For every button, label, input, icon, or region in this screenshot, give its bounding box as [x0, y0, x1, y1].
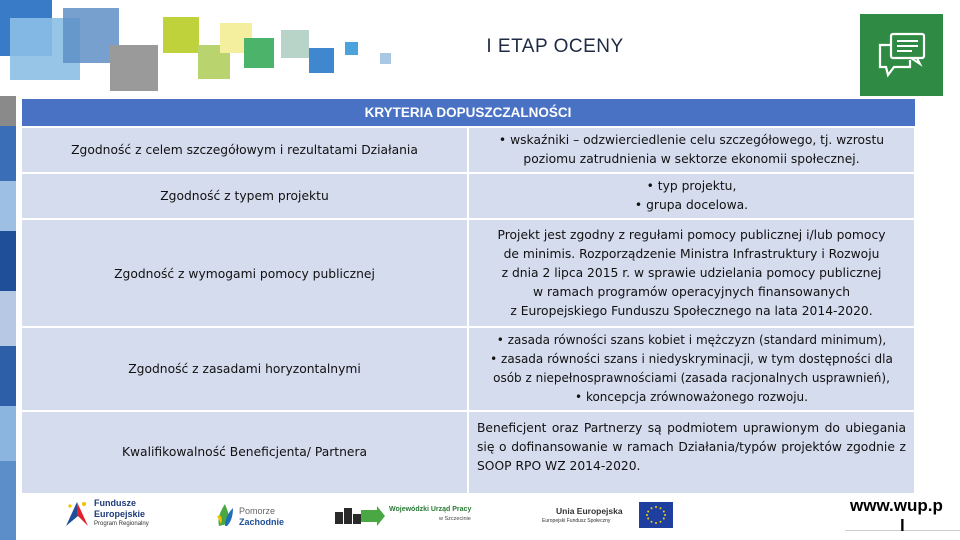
- description-line: • grupa docelowa.: [634, 198, 749, 212]
- chat-icon-box[interactable]: [860, 14, 943, 96]
- logo-fundusze-europejskie: [64, 496, 169, 532]
- logo-text: Fundusze: [94, 498, 136, 508]
- description-cell: • wskaźniki – odzwierciedlenie celu szczegółowego, tj. wzrostu poziomu zatrudnienia w sektorze ekonomii społecznej.: [468, 127, 915, 173]
- website-url[interactable]: [845, 496, 960, 535]
- logo-text: Program Regionalny: [94, 521, 149, 527]
- deco-square: [345, 42, 358, 55]
- description-line: • koncepcja zrównoważonego rozwoju.: [575, 390, 808, 404]
- criterion-cell: Zgodność z celem szczegółowym i rezultatami Działania: [21, 127, 468, 173]
- eu-flag-icon: [639, 502, 673, 528]
- description-line: z Europejskiego Funduszu Społecznego na lata 2014-2020.: [510, 303, 873, 318]
- criteria-table: [20, 98, 916, 495]
- logo-pomorze-zachodnie: [215, 500, 285, 532]
- table-row: [21, 327, 915, 411]
- logo-text: Pomorze: [239, 506, 276, 516]
- deco-square: [163, 17, 199, 53]
- deco-square: [110, 45, 158, 91]
- logo-text: Unia Europejska: [556, 506, 623, 516]
- criterion-cell: Kwalifikowalność Beneficjenta/ Partnera: [21, 411, 468, 494]
- logo-wup: [333, 500, 483, 532]
- criterion-cell: Zgodność z zasadami horyzontalnymi: [21, 327, 468, 411]
- criterion-cell: Zgodność z wymogami pomocy publicznej: [21, 219, 468, 327]
- table-heading: KRYTERIA DOPUSZCZALNOŚCI: [21, 99, 915, 128]
- description-line: • typ projektu,: [646, 179, 737, 193]
- fe-logo-icon: [64, 496, 90, 530]
- pomorze-logo-icon: [215, 500, 235, 528]
- url-text-tail: l: [900, 516, 905, 535]
- logo-unia-europejska: [540, 500, 675, 532]
- logo-text: Wojewódzki Urząd Pracy: [389, 506, 472, 513]
- table-row: [21, 411, 915, 494]
- description-line: • zasada równości szans kobiet i mężczyzn (standard minimum),: [496, 333, 887, 347]
- logo-text: Zachodnie: [239, 517, 285, 527]
- table-row: [21, 219, 915, 327]
- chat-bubbles-icon: [860, 14, 943, 96]
- criterion-cell: Zgodność z typem projektu: [21, 173, 468, 219]
- description-cell: [468, 219, 915, 327]
- description-line: • zasada równości szans i niedyskryminacji, w tym dostępności dla: [490, 352, 893, 366]
- logo-text: w Szczecinie: [439, 516, 471, 522]
- wup-logo-icon: [333, 500, 385, 528]
- page-title: I ETAP OCENY: [486, 36, 624, 57]
- logo-text: Europejskie: [94, 509, 146, 519]
- deco-square: [281, 30, 309, 58]
- description-line: z dnia 2 lipca 2015 r. w sprawie udzielania pomocy publicznej: [501, 265, 882, 280]
- description-line: Projekt jest zgodny z regułami pomocy publicznej i/lub pomocy: [497, 227, 886, 242]
- description-cell: [468, 327, 915, 411]
- table-row: [21, 173, 915, 219]
- description-line: w ramach programów operacyjnych finansowanych: [533, 284, 851, 299]
- logo-text: Europejski Fundusz Społeczny: [542, 518, 611, 524]
- url-text: www.wup.p: [850, 496, 943, 515]
- description-cell: [468, 173, 915, 219]
- table-row: [21, 127, 915, 173]
- description-line: osób z niepełnosprawnościami (zasada racjonalnych usprawnień),: [493, 371, 890, 385]
- description-cell: Beneficjent oraz Partnerzy są podmiotem uprawionym do ubiegania się o dofinansowanie w ramach Działania/typów projektów zgodnie z SOOP RPO WZ 2014-2020.: [468, 411, 915, 494]
- deco-square: [244, 38, 274, 68]
- description-line: de minimis. Rozporządzenie Ministra Infrastruktury i Rozwoju: [503, 246, 880, 261]
- left-color-bar: [0, 96, 16, 540]
- deco-square: [380, 53, 391, 64]
- deco-square: [309, 48, 334, 73]
